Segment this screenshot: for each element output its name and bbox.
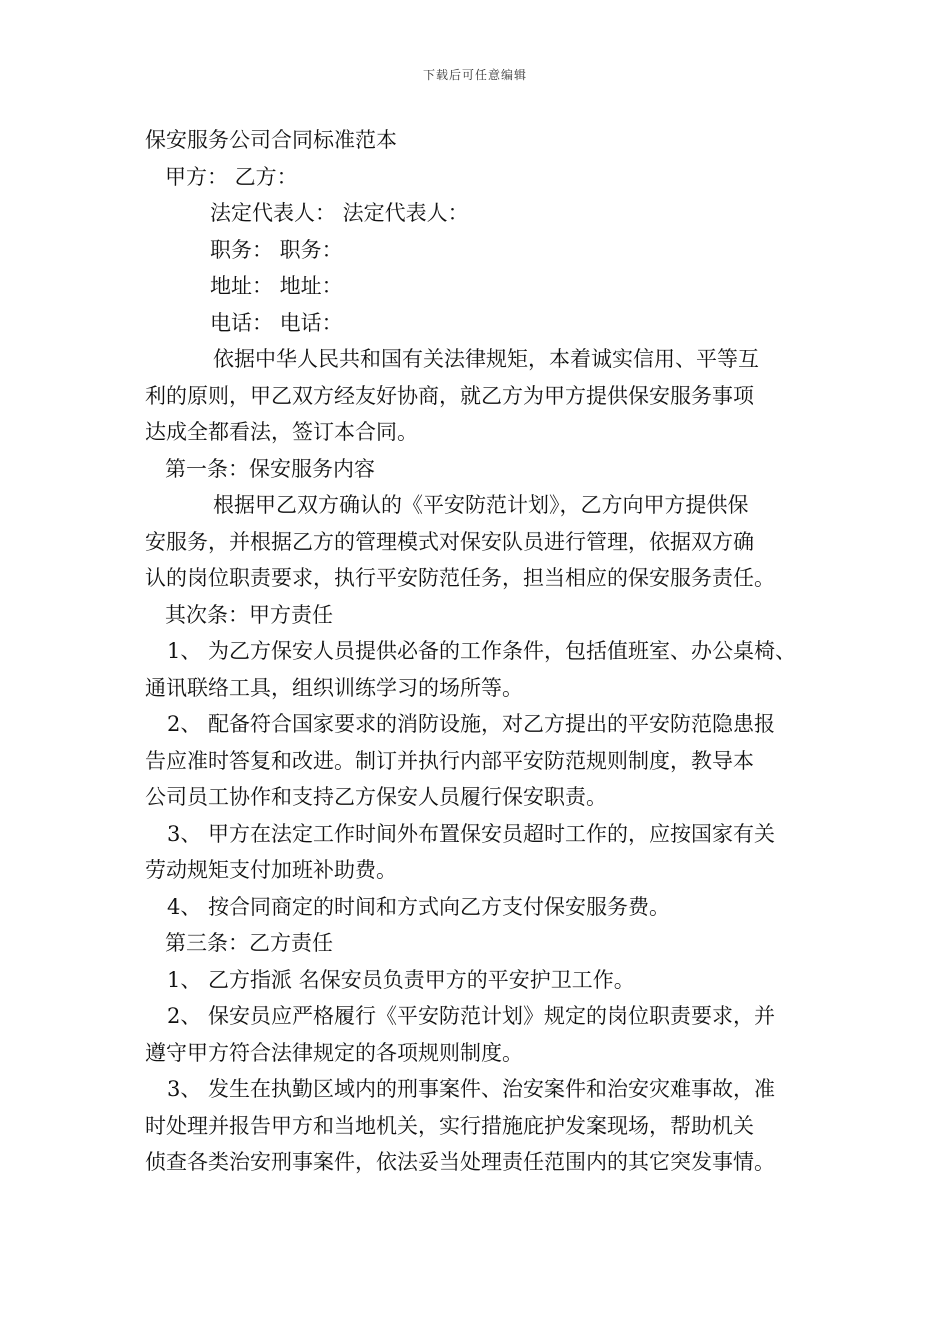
page-header: 下载后可任意编辑 bbox=[422, 68, 527, 82]
clause-line: 公司员工协作和支持乙方保安人员履行保安职责。 bbox=[145, 785, 607, 809]
clause-line: 时处理并报告甲方和当地机关，实行措施庇护发案现场，帮助机关 bbox=[145, 1113, 754, 1138]
representative-line: 法定代表人： 法定代表人： bbox=[210, 201, 469, 225]
phone-line: 电话： 电话： bbox=[210, 310, 343, 335]
position-line: 职务： 职务： bbox=[210, 237, 343, 262]
clause-line: 告应准时答复和改进。制订并执行内部平安防范规则制度，教导本 bbox=[145, 748, 754, 773]
article-heading: 其次条：甲方责任 bbox=[165, 602, 333, 627]
article-text: 根据甲乙双方确认的《平安防范计划》，乙方向甲方提供保 bbox=[213, 493, 749, 517]
clause-line: 1、 为乙方保安人员提供必备的工作条件，包括值班室、办公桌椅、 bbox=[167, 639, 797, 663]
clause-line: 通讯联络工具，组织训练学习的场所等。 bbox=[145, 675, 523, 700]
document-body bbox=[145, 122, 810, 1181]
article-text: 安服务，并根据乙方的管理模式对保安队员进行管理，依据双方确 bbox=[145, 529, 754, 554]
preamble-line: 达成全都看法，签订本合同。 bbox=[145, 420, 418, 444]
address-line: 地址： 地址： bbox=[210, 274, 343, 298]
document-title: 保安服务公司合同标准范本 bbox=[145, 128, 397, 152]
clause-line: 劳动规矩支付加班补助费。 bbox=[145, 858, 397, 882]
clause-line: 2、 保安员应严格履行《平安防范计划》规定的岗位职责要求，并 bbox=[167, 1004, 776, 1028]
clause-line: 遵守甲方符合法律规定的各项规则制度。 bbox=[145, 1040, 523, 1065]
article-text: 认的岗位职责要求，执行平安防范任务，担当相应的保安服务责任。 bbox=[145, 566, 775, 590]
clause-line: 3、 发生在执勤区域内的刑事案件、治安案件和治安灾难事故，准 bbox=[167, 1077, 776, 1101]
article-heading: 第一条：保安服务内容 bbox=[165, 456, 375, 481]
party-line: 甲方： 乙方： bbox=[165, 164, 298, 189]
preamble-line: 利的原则，甲乙双方经友好协商，就乙方为甲方提供保安服务事项 bbox=[145, 383, 754, 408]
clause-line: 2、 配备符合国家要求的消防设施，对乙方提出的平安防范隐患报 bbox=[167, 712, 776, 736]
article-heading: 第三条：乙方责任 bbox=[165, 931, 333, 955]
clause-line: 4、 按合同商定的时间和方式向乙方支付保安服务费。 bbox=[167, 894, 671, 919]
clause-line: 1、 乙方指派 名保安员负责甲方的平安护卫工作。 bbox=[167, 967, 635, 992]
clause-line: 3、 甲方在法定工作时间外布置保安员超时工作的，应按国家有关 bbox=[167, 821, 776, 846]
preamble-line: 依据中华人民共和国有关法律规矩，本着诚实信用、平等互 bbox=[213, 347, 759, 371]
clause-line: 侦查各类治安刑事案件，依法妥当处理责任范围内的其它突发事情。 bbox=[145, 1150, 775, 1174]
